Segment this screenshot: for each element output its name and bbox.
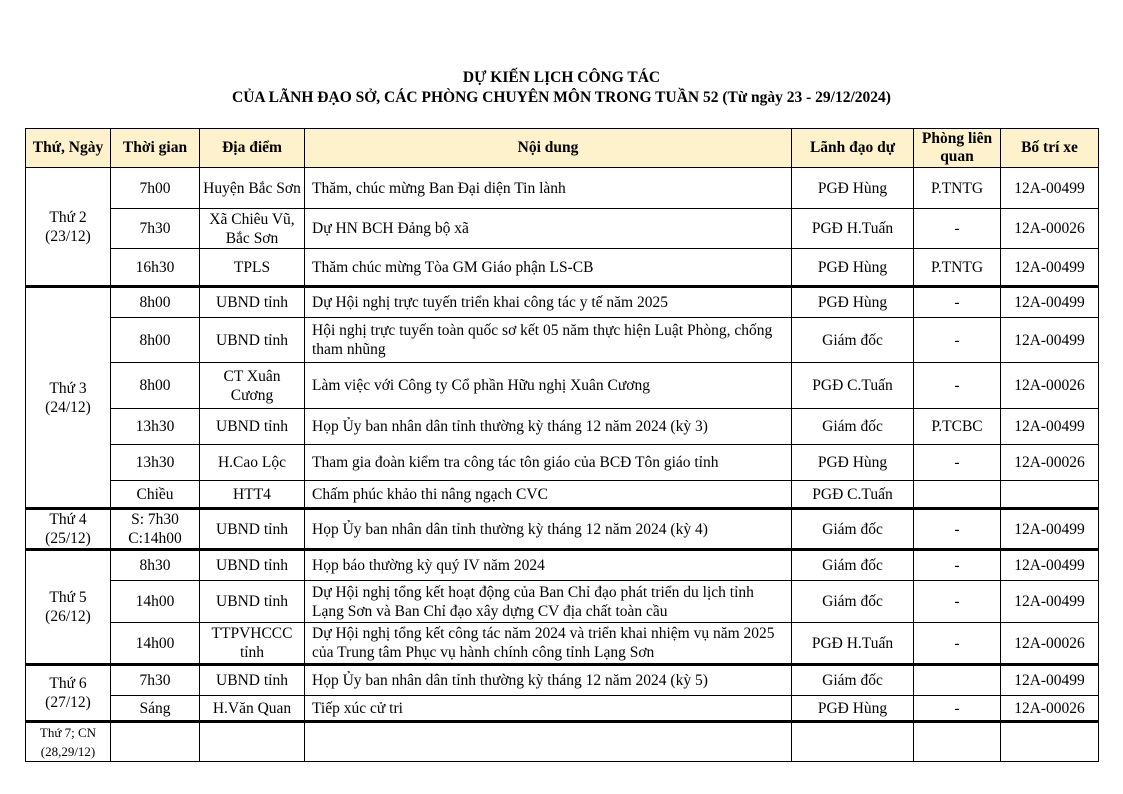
car-cell: 12A-00499 [1001, 287, 1099, 318]
leader-cell: PGĐ C.Tuấn [792, 363, 914, 409]
leader-cell: Giám đốc [792, 318, 914, 363]
header-car: Bố trí xe [1001, 129, 1099, 168]
dept-cell [914, 481, 1001, 509]
header-dept: Phòng liên quan [914, 129, 1001, 168]
time-cell: 8h00 [111, 363, 200, 409]
car-cell: 12A-00499 [1001, 665, 1099, 696]
place-cell: H.Văn Quan [200, 696, 305, 722]
dept-cell: - [914, 209, 1001, 249]
dept-cell: - [914, 696, 1001, 722]
content-cell: Chấm phúc khảo thi nâng ngạch CVC [305, 481, 792, 509]
content-cell: Làm việc với Công ty Cổ phần Hữu nghị Xuân Cương [305, 363, 792, 409]
content-cell: Dự HN BCH Đảng bộ xã [305, 209, 792, 249]
table-row [26, 363, 1099, 409]
day-cell: Thứ 4 (25/12) [26, 509, 111, 550]
table-row [26, 696, 1099, 722]
table-row [26, 287, 1099, 318]
content-cell [305, 722, 792, 762]
title-line-1: DỰ KIẾN LỊCH CÔNG TÁC [462, 69, 661, 86]
time-cell: 14h00 [111, 581, 200, 623]
time-cell: 8h30 [111, 550, 200, 581]
title-line-2: CỦA LÃNH ĐẠO SỞ, CÁC PHÒNG CHUYÊN MÔN TRONG TUẦN 52 (Từ ngày 23 - 29/12/2024) [232, 89, 891, 106]
header-place: Địa điểm [200, 129, 305, 168]
place-cell: HTT4 [200, 481, 305, 509]
dept-cell [914, 665, 1001, 696]
leader-cell: Giám đốc [792, 409, 914, 445]
day-cell: Thứ 6 (27/12) [26, 665, 111, 722]
dept-cell [914, 722, 1001, 762]
time-cell: Sáng [111, 696, 200, 722]
dept-cell: - [914, 550, 1001, 581]
table-row [26, 581, 1099, 623]
table-row [26, 665, 1099, 696]
schedule-table [25, 128, 1099, 762]
car-cell: 12A-00499 [1001, 318, 1099, 363]
place-cell: UBND tỉnh [200, 509, 305, 550]
car-cell: 12A-00499 [1001, 168, 1099, 209]
time-cell: S: 7h30 C:14h00 [111, 509, 200, 550]
leader-cell: Giám đốc [792, 550, 914, 581]
car-cell: 12A-00499 [1001, 249, 1099, 287]
leader-cell [792, 722, 914, 762]
table-row [26, 318, 1099, 363]
header-day: Thứ, Ngày [26, 129, 111, 168]
car-cell: 12A-00499 [1001, 409, 1099, 445]
place-cell: TTPVHCCC tỉnh [200, 623, 305, 665]
content-cell: Họp Ủy ban nhân dân tỉnh thường kỳ tháng 12 năm 2024 (kỳ 3) [305, 409, 792, 445]
car-cell: 12A-00026 [1001, 363, 1099, 409]
leader-cell: PGĐ H.Tuấn [792, 209, 914, 249]
table-row [26, 509, 1099, 550]
place-cell [200, 722, 305, 762]
time-cell: 13h30 [111, 445, 200, 481]
place-cell: Xã Chiêu Vũ, Bắc Sơn [200, 209, 305, 249]
content-cell: Dự Hội nghị tổng kết công tác năm 2024 và triển khai nhiệm vụ năm 2025 của Trung tâm Phục vụ hành chính công tỉnh Lạng Sơn [305, 623, 792, 665]
place-cell: H.Cao Lộc [200, 445, 305, 481]
dept-cell: - [914, 581, 1001, 623]
car-cell: 12A-00026 [1001, 696, 1099, 722]
time-cell: 7h30 [111, 665, 200, 696]
leader-cell: PGĐ Hùng [792, 168, 914, 209]
place-cell: UBND tỉnh [200, 665, 305, 696]
car-cell: 12A-00026 [1001, 209, 1099, 249]
dept-cell: P.TCBC [914, 409, 1001, 445]
content-cell: Dự Hội nghị trực tuyến triển khai công tác y tế năm 2025 [305, 287, 792, 318]
content-cell: Tham gia đoàn kiểm tra công tác tôn giáo của BCĐ Tôn giáo tỉnh [305, 445, 792, 481]
table-row [26, 481, 1099, 509]
time-cell: 16h30 [111, 249, 200, 287]
car-cell: 12A-00499 [1001, 509, 1099, 550]
header-row [26, 129, 1099, 168]
content-cell: Thăm chúc mừng Tòa GM Giáo phận LS-CB [305, 249, 792, 287]
dept-cell: - [914, 363, 1001, 409]
table-row [26, 409, 1099, 445]
car-cell: 12A-00499 [1001, 581, 1099, 623]
car-cell: 12A-00499 [1001, 550, 1099, 581]
time-cell: 7h30 [111, 209, 200, 249]
car-cell: 12A-00026 [1001, 623, 1099, 665]
day-cell: Thứ 5 (26/12) [26, 550, 111, 665]
car-cell: 12A-00026 [1001, 445, 1099, 481]
leader-cell: Giám đốc [792, 509, 914, 550]
time-cell: Chiều [111, 481, 200, 509]
dept-cell: - [914, 445, 1001, 481]
time-cell: 7h00 [111, 168, 200, 209]
time-cell: 8h00 [111, 318, 200, 363]
table-row [26, 168, 1099, 209]
leader-cell: PGĐ H.Tuấn [792, 623, 914, 665]
place-cell: Huyện Bắc Sơn [200, 168, 305, 209]
table-row [26, 445, 1099, 481]
content-cell: Họp báo thường kỳ quý IV năm 2024 [305, 550, 792, 581]
place-cell: UBND tỉnh [200, 287, 305, 318]
place-cell: TPLS [200, 249, 305, 287]
time-cell: 8h00 [111, 287, 200, 318]
time-cell: 13h30 [111, 409, 200, 445]
place-cell: UBND tỉnh [200, 581, 305, 623]
dept-cell: - [914, 623, 1001, 665]
place-cell: UBND tỉnh [200, 409, 305, 445]
day-cell: Thứ 7; CN (28,29/12) [26, 722, 111, 762]
table-row [26, 209, 1099, 249]
content-cell: Họp Ủy ban nhân dân tỉnh thường kỳ tháng 12 năm 2024 (kỳ 5) [305, 665, 792, 696]
day-cell: Thứ 3 (24/12) [26, 287, 111, 509]
dept-cell: P.TNTG [914, 249, 1001, 287]
content-cell: Thăm, chúc mừng Ban Đại diện Tin lành [305, 168, 792, 209]
leader-cell: Giám đốc [792, 581, 914, 623]
header-leader: Lãnh đạo dự [792, 129, 914, 168]
document-title [0, 68, 1123, 108]
time-cell [111, 722, 200, 762]
schedule-body [26, 168, 1099, 762]
time-cell: 14h00 [111, 623, 200, 665]
table-row [26, 249, 1099, 287]
leader-cell: PGĐ Hùng [792, 696, 914, 722]
place-cell: UBND tỉnh [200, 318, 305, 363]
table-row [26, 550, 1099, 581]
leader-cell: PGĐ Hùng [792, 249, 914, 287]
place-cell: CT Xuân Cương [200, 363, 305, 409]
place-cell: UBND tỉnh [200, 550, 305, 581]
car-cell [1001, 481, 1099, 509]
car-cell [1001, 722, 1099, 762]
header-time: Thời gian [111, 129, 200, 168]
table-row [26, 722, 1099, 762]
table-row [26, 623, 1099, 665]
header-content: Nội dung [305, 129, 792, 168]
dept-cell: - [914, 287, 1001, 318]
day-cell: Thứ 2 (23/12) [26, 168, 111, 287]
content-cell: Họp Ủy ban nhân dân tỉnh thường kỳ tháng 12 năm 2024 (kỳ 4) [305, 509, 792, 550]
content-cell: Tiếp xúc cử tri [305, 696, 792, 722]
dept-cell: P.TNTG [914, 168, 1001, 209]
dept-cell: - [914, 509, 1001, 550]
content-cell: Hội nghị trực tuyến toàn quốc sơ kết 05 năm thực hiện Luật Phòng, chống tham nhũng [305, 318, 792, 363]
leader-cell: Giám đốc [792, 665, 914, 696]
leader-cell: PGĐ Hùng [792, 287, 914, 318]
leader-cell: PGĐ C.Tuấn [792, 481, 914, 509]
dept-cell: - [914, 318, 1001, 363]
leader-cell: PGĐ Hùng [792, 445, 914, 481]
content-cell: Dự Hội nghị tổng kết hoạt động của Ban Chỉ đạo phát triển du lịch tỉnh Lạng Sơn và Ban Chỉ đạo xây dựng CV địa chất toàn cầu [305, 581, 792, 623]
